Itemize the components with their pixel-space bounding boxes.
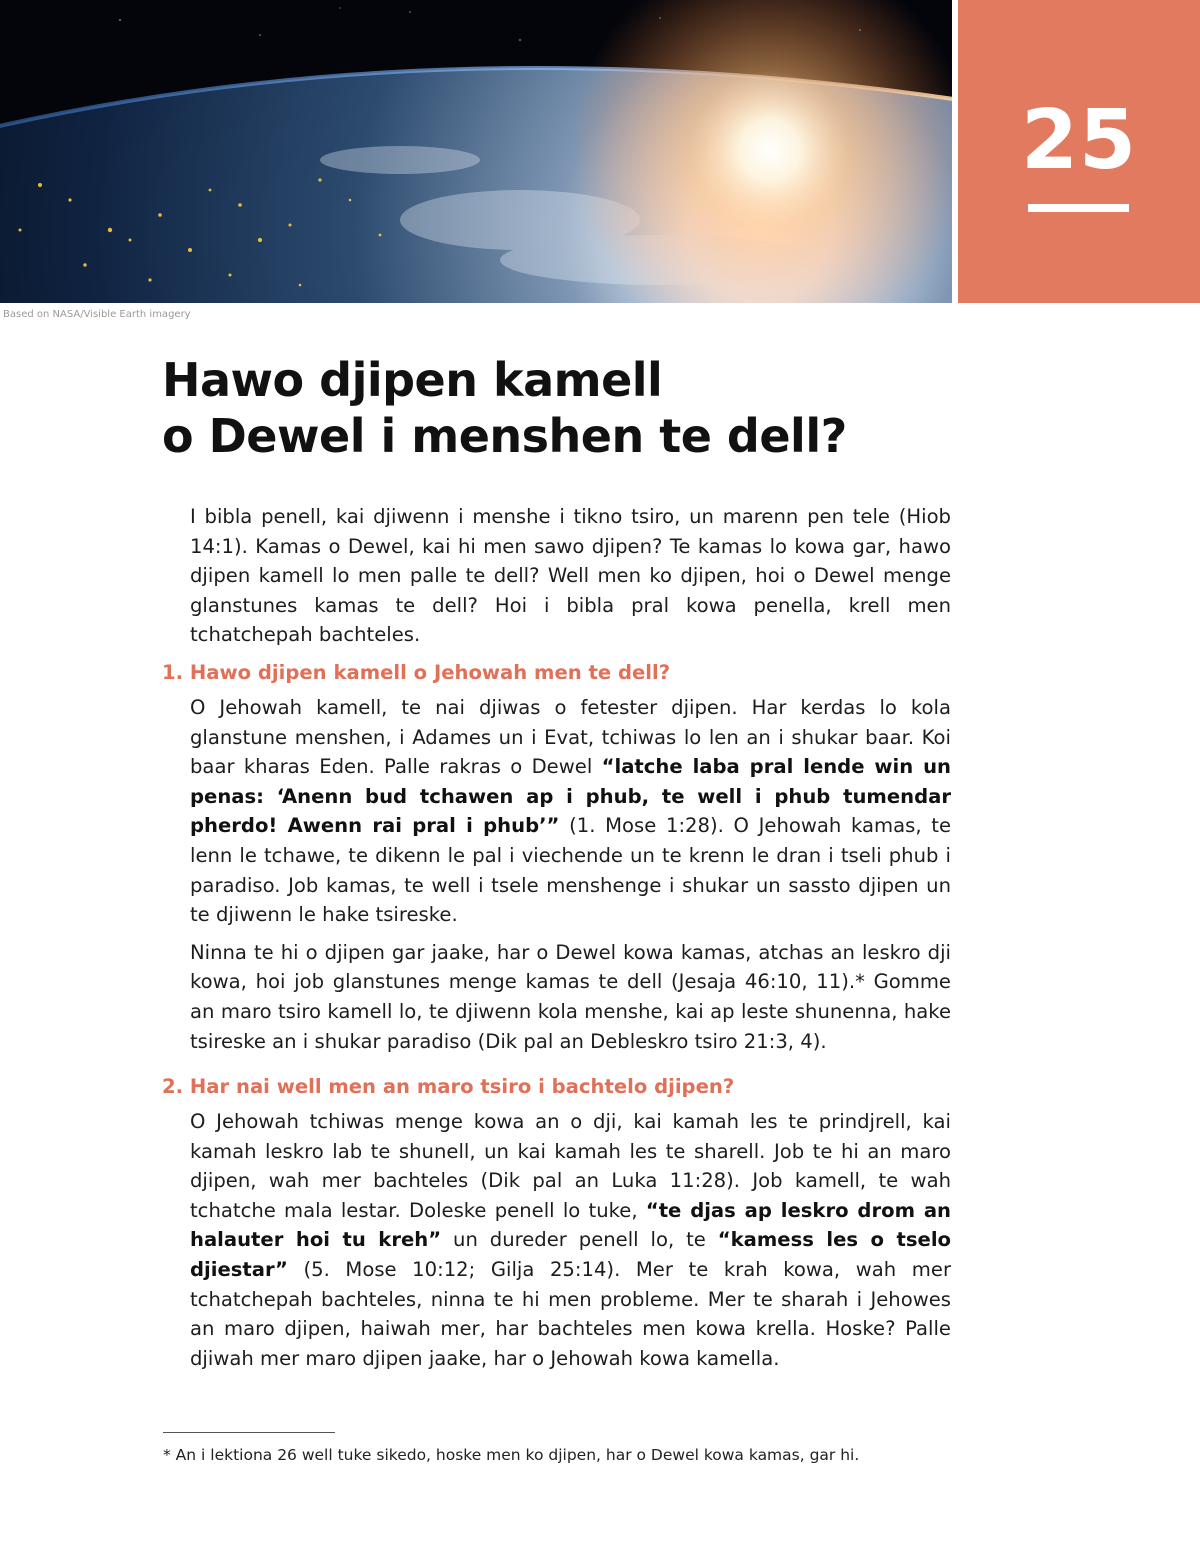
section-2-p1-text-mid: un dureder penell lo, te — [441, 1228, 718, 1252]
footnote: * An i lektiona 26 well tuke sikedo, hoske men ko djipen, har o Dewel kowa kamas, gar hi. — [163, 1446, 860, 1464]
section-1-paragraph-2: Ninna te hi o djipen gar jaake, har o Dewel kowa kamas, atchas an leskro dji kowa, hoi job glanstunes menge kamas te dell (Jesaja 46:10, 11).* Gomme an maro tsiro kamell lo, te djiwenn kola menshe, kai ap leste shunenna, hake tsireske an i shukar paradiso (Dik pal an Debleskro tsiro 21:3, 4). — [190, 940, 951, 1053]
section-1-p1-text-b: (1. Mose 1:28). O Jehowah kamas, te lenn le tchawe, te dikenn le pal i viechende un te krenn le dran i tseli phub i paradiso. Job kamas, te well i tsele menshenge i shukar un sassto djipen un te djiwenn le hake tsireske. — [190, 814, 951, 927]
page-title — [162, 352, 1062, 464]
footnote-divider — [163, 1432, 335, 1433]
lesson-number: 25 — [1020, 93, 1138, 188]
page-title-line-2: o Dewel i menshen te dell? — [162, 409, 847, 463]
section-2-p1-quote-1: “te djas ap leskro drom an halauter hoi tu kreh” — [190, 1198, 952, 1252]
lesson-number-box — [958, 0, 1200, 303]
intro-paragraph: I bibla penell, kai djiwenn i menshe i tikno tsiro, un marenn pen tele (Hiob 14:1). Kamas o Dewel, kai hi men sawo djipen? Te kamas lo kowa gar, hawo djipen kamell lo men palle te dell? Well men ko djipen, hoi o Dewel menge glanstunes kamas te dell? Hoi i bibla pral kowa penella, krell men tchatchepah bachteles. — [190, 505, 951, 647]
page-title-line-1: Hawo djipen kamell — [162, 353, 663, 407]
section-2-p1-text-b: (5. Mose 10:12; Gilja 25:14). Mer te krah kowa, wah mer tchatchepah bachteles, ninna te hi men probleme. Mer te sharah i Jehowes an maro djipen, haiwah mer, har bachteles men kowa krella. Hoske? Palle djiwah mer maro djipen jaake, har o Jehowah kowa kamella. — [190, 1258, 951, 1370]
section-1-p1-text-a: O Jehowah kamell, te nai djiwas o fetester djipen. Har kerdas lo kola glanstune menshen, i Adames un i Evat, tchiwas lo len an i shukar baar. Koi baar kharas Eden. Palle rakras o Dewel — [190, 695, 951, 779]
section-heading-1: 1. Hawo djipen kamell o Jehowah men te dell? — [162, 660, 671, 684]
section-heading-2: 2. Har nai well men an maro tsiro i bachtelo djipen? — [162, 1075, 735, 1099]
hero-earth-image — [0, 0, 952, 303]
section-2-p1-quote-2: “kamess les o tselo djiestar” — [190, 1228, 952, 1282]
image-credit: Based on NASA/Visible Earth imagery — [3, 309, 191, 320]
earth-from-space-illustration — [0, 0, 952, 303]
lesson-content — [162, 502, 952, 1381]
section-2-paragraph-1 — [190, 1107, 951, 1373]
section-2-p1-text-a: O Jehowah tchiwas menge kowa an o dji, kai kamah les te prindjrell, kai kamah leskro lab te shunell, un kai kamah les te sharell. Job te hi an maro djipen, wah mer bachteles (Dik pal an Luka 11:28). Job kamell, te wah tchatche mala lestar. Doleske penell lo tuke, — [190, 1110, 951, 1222]
lesson-number-underline — [1028, 204, 1129, 212]
section-1-p1-scripture-quote: “latche laba pral lende win un penas: ‘Anenn bud tchawen ap i phub, te well i phub tumendar pherdo! Awenn rai pral i phub’” — [190, 755, 952, 838]
section-1-paragraph-1 — [190, 693, 951, 930]
